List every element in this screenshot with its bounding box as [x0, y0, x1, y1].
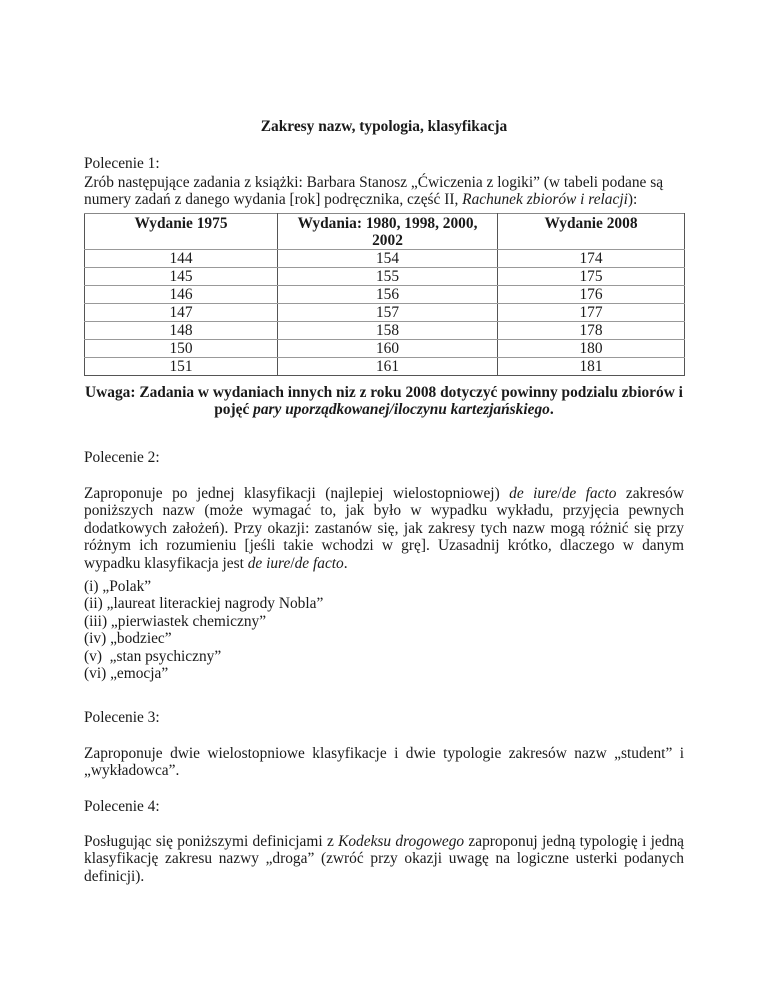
polecenie-2-text-part: zakresów poniższych nazw (może wymagać to, jak było w wypadku wykładu, przyjęcia pewnych dodatkowych założeń). Przy okazji: zastanów się, jak zakresy tych nazw mogą różnić się przy różnym ich rozumieniu [jeśli takie wchodzi w grę]. Uzasadnij krótko, dlaczego w danym wypadku klasyfikacja jest — [84, 485, 684, 572]
table-cell: 174 — [498, 250, 685, 268]
list-item: (i) „Polak” — [84, 578, 152, 595]
table-cell: 160 — [278, 340, 498, 358]
table-cell: 145 — [85, 268, 278, 286]
table-note — [84, 384, 684, 419]
polecenie-1-text — [84, 174, 684, 209]
table-cell: 150 — [85, 340, 278, 358]
table-cell: 176 — [498, 286, 685, 304]
table-cell: 151 — [85, 358, 278, 376]
editions-table — [84, 213, 685, 376]
polecenie-1-text-start: Zrób następujące zadania z książki: Barbara Stanosz „Ćwiczenia z logiki” (w tabeli podane są numery zadań z danego wydania [rok] podręcznika, część II, — [84, 174, 664, 209]
table-cell: 148 — [85, 322, 278, 340]
table-row — [85, 358, 685, 376]
polecenie-2-text-italic: de iure — [509, 485, 558, 502]
table-header-cell: Wydanie 2008 — [498, 214, 685, 250]
table-cell: 157 — [278, 304, 498, 322]
polecenie-4-heading: Polecenie 4: — [84, 798, 160, 815]
table-note-start: Uwaga: Zadania w wydaniach innych niz z roku 2008 dotyczyć powinny podzialu zbiorów i pojęć — [85, 384, 683, 419]
polecenie-1-text-italic: Rachunek zbiorów i relacji — [462, 191, 628, 209]
table-cell: 178 — [498, 322, 685, 340]
polecenie-2-text-slash: / — [557, 485, 562, 502]
table-header-row — [85, 214, 685, 250]
table-cell: 155 — [278, 268, 498, 286]
table-cell: 175 — [498, 268, 685, 286]
table-row — [85, 250, 685, 268]
table-cell: 158 — [278, 322, 498, 340]
polecenie-1-heading: Polecenie 1: — [84, 155, 160, 172]
table-row — [85, 304, 685, 322]
list-item: (iii) „pierwiastek chemiczny” — [84, 612, 267, 630]
table-cell: 180 — [498, 340, 685, 358]
polecenie-2-text-part: . — [343, 554, 348, 572]
list-item: (ii) „laureat literackiej nagrody Nobla” — [84, 595, 324, 613]
table-row — [85, 268, 685, 286]
names-list — [84, 578, 323, 682]
polecenie-2-text-italic: de facto — [561, 485, 617, 502]
polecenie-2-text — [84, 485, 684, 572]
list-item: (vi) „emocja” — [84, 665, 169, 683]
table-cell: 181 — [498, 358, 685, 376]
table-cell: 144 — [85, 250, 278, 268]
table-cell: 177 — [498, 304, 685, 322]
polecenie-4-text — [84, 833, 684, 885]
polecenie-3-text: Zaproponuje dwie wielostopniowe klasyfikacje i dwie typologie zakresów nazw „student” i „wykładowca”. — [84, 745, 684, 780]
polecenie-4-text-start: Posługując się poniższymi definicjami z — [84, 833, 339, 850]
table-row — [85, 340, 685, 358]
polecenie-2-heading: Polecenie 2: — [84, 449, 160, 466]
polecenie-2-text-italic: de iure — [247, 554, 291, 572]
list-item: (iv) „bodziec” — [84, 630, 172, 648]
table-cell: 146 — [85, 286, 278, 304]
polecenie-2-text-part: Zaproponuje po jednej klasyfikacji (najlepiej wielostopniowej) — [84, 485, 510, 502]
table-cell: 147 — [85, 304, 278, 322]
table-row — [85, 322, 685, 340]
table-header-cell: Wydania: 1980, 1998, 2000, 2002 — [278, 214, 498, 250]
list-item: (v) „stan psychiczny” — [84, 647, 222, 665]
polecenie-2-text-italic: de facto — [294, 554, 344, 572]
polecenie-1-text-end: ): — [627, 191, 638, 209]
table-cell: 156 — [278, 286, 498, 304]
polecenie-4-text-italic: Kodeksu drogowego — [338, 833, 465, 850]
table-note-end: . — [549, 401, 554, 419]
table-row — [85, 286, 685, 304]
document-title: Zakresy nazw, typologia, klasyfikacja — [260, 118, 508, 135]
table-header-cell: Wydanie 1975 — [85, 214, 278, 250]
table-cell: 161 — [278, 358, 498, 376]
table-cell: 154 — [278, 250, 498, 268]
polecenie-2-text-slash: / — [290, 554, 295, 572]
polecenie-3-heading: Polecenie 3: — [84, 709, 160, 726]
polecenie-4-text-end: zaproponuj jedną typologię i jedną klasyfikację zakresu nazwy „droga” (zwróć przy okazji uwagę na logiczne usterki podanych definicji). — [84, 833, 684, 885]
table-note-italic: pary uporządkowanej/iloczynu kartezjańskiego — [253, 401, 550, 419]
